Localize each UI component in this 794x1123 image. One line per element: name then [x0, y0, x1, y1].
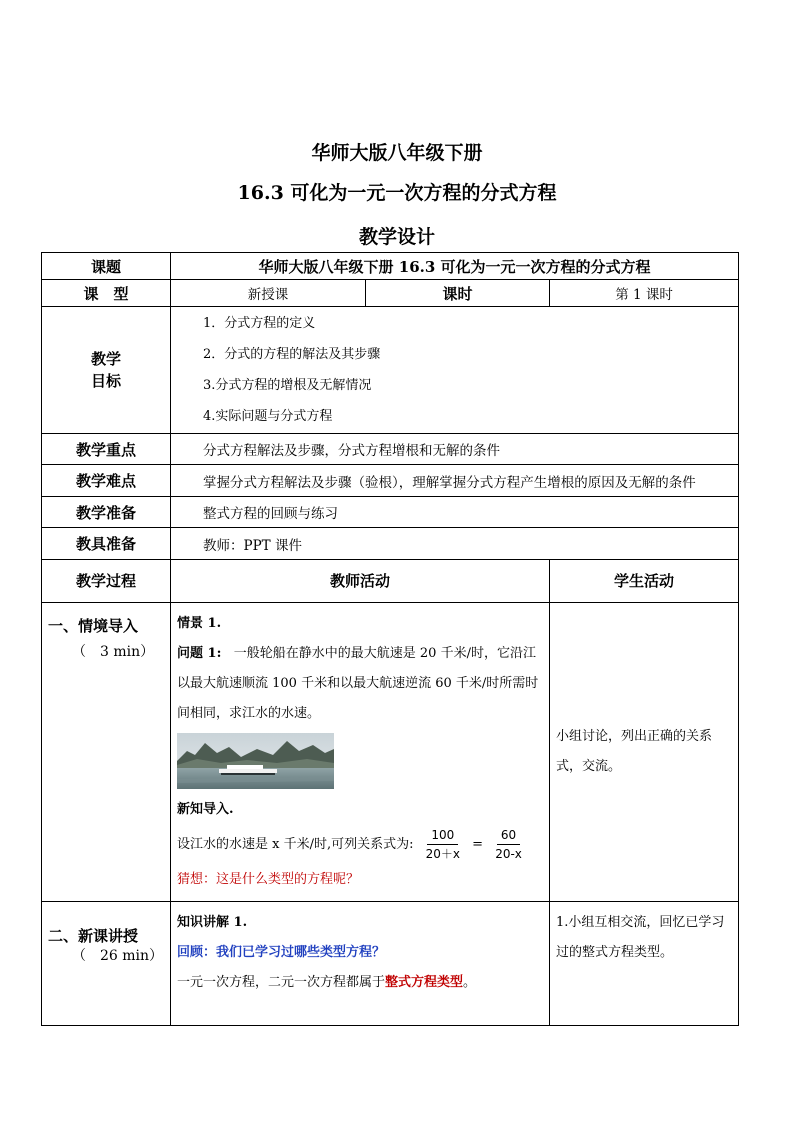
- intro-teacher-activity: [171, 603, 550, 902]
- key-value: 分式方程解法及步骤，分式方程增根和无解的条件: [171, 434, 739, 465]
- section-new-lesson: [42, 902, 171, 1026]
- goals-label-text: 教学 目标: [90, 350, 121, 390]
- new-lesson-student-text: 1.小组互相交流，回忆已学习过的整式方程类型。: [556, 915, 725, 960]
- process-col-header: 教学过程: [42, 560, 171, 603]
- section-new-lesson-time: （ 26 min）: [72, 948, 164, 964]
- tools-value: 教师：PPT 课件: [171, 528, 739, 560]
- section-intro-time: （ 3 min）: [72, 644, 155, 660]
- intro-student-text: 小组讨论，列出正确的关系式，交流。: [556, 729, 713, 774]
- key-label: 教学重点: [42, 434, 171, 465]
- problem-paragraph: [177, 639, 541, 729]
- problem-label: 问题 1:: [177, 646, 222, 661]
- fraction-upstream-numerator: 60: [497, 826, 520, 845]
- student-col-header: 学生活动: [550, 560, 739, 603]
- topic-label: 课题: [42, 253, 171, 280]
- section-intro: [42, 603, 171, 902]
- fraction-upstream: [491, 826, 526, 863]
- new-import-title: 新知导入.: [177, 802, 234, 817]
- prep-label: 教学准备: [42, 497, 171, 528]
- equals-sign: =: [472, 837, 484, 852]
- river-boat-image: [177, 733, 334, 789]
- fraction-upstream-denominator: 20-x: [495, 847, 522, 861]
- fraction-downstream-numerator: 100: [427, 826, 458, 845]
- equation-intro: 设江水的水速是 x 千米/时,可列关系式为:: [177, 837, 414, 852]
- guess-question: 猜想：这是什么类型的方程呢？: [177, 872, 360, 887]
- lesson-plan-table: [41, 252, 739, 1026]
- intro-student-activity: [550, 603, 739, 902]
- type-label: 课 型: [42, 280, 171, 307]
- difficulty-value: 掌握分式方程解法及步骤（验根），理解掌握分式方程产生增根的原因及无解的条件: [171, 465, 739, 497]
- difficulty-label: 教学难点: [42, 465, 171, 497]
- doc-title-textbook: 华师大版八年级下册: [311, 142, 483, 164]
- scene-title: 情景 1.: [177, 616, 222, 631]
- prep-value: 整式方程的回顾与练习: [171, 497, 739, 528]
- equation-types-highlight: 整式方程类型: [385, 975, 464, 990]
- equation-types-suffix: 。: [463, 975, 477, 990]
- section-new-lesson-name: 二、新课讲授: [48, 927, 139, 945]
- goal-item: 3.分式方程的增根及无解情况: [203, 378, 372, 393]
- equation-line: [177, 825, 541, 865]
- equation-types-prefix: 一元一次方程，二元一次方程都属于: [177, 975, 386, 990]
- doc-title-design: 教学设计: [358, 226, 435, 248]
- river-boat-illustration: [177, 733, 334, 789]
- teacher-col-header: 教师活动: [171, 560, 550, 603]
- goal-item: 1．分式方程的定义: [203, 316, 316, 331]
- topic-value: 华师大版八年级下册 16.3 可化为一元一次方程的分式方程: [171, 253, 739, 280]
- goals-label: [42, 307, 171, 434]
- period-label: 课时: [366, 280, 550, 307]
- fraction-downstream-denominator: 20＋x: [425, 847, 461, 861]
- goals-list: [171, 307, 739, 434]
- type-value: 新授课: [171, 280, 366, 307]
- tools-label: 教具准备: [42, 528, 171, 560]
- fraction-downstream: [422, 826, 464, 863]
- new-lesson-student-activity: [550, 902, 739, 1026]
- knowledge-title: 知识讲解 1.: [177, 915, 248, 930]
- equation-types-text: [177, 968, 541, 998]
- section-intro-name: 一、情境导入: [48, 617, 139, 635]
- goal-item: 4.实际问题与分式方程: [203, 409, 333, 424]
- new-lesson-teacher-activity: [171, 902, 550, 1026]
- goal-item: 2．分式的方程的解法及其步骤: [203, 347, 381, 362]
- review-question: 回顾：我们已学习过哪些类型方程？: [177, 945, 386, 960]
- problem-text: 一般轮船在静水中的最大航速是 20 千米/时，它沿江以最大航速顺流 100 千米和以最大航速逆流 60 千米/时所需时间相同，求江水的水速。: [177, 646, 539, 721]
- period-value: 第 1 课时: [550, 280, 739, 307]
- doc-title-lesson: 16.3 可化为一元一次方程的分式方程: [237, 182, 557, 204]
